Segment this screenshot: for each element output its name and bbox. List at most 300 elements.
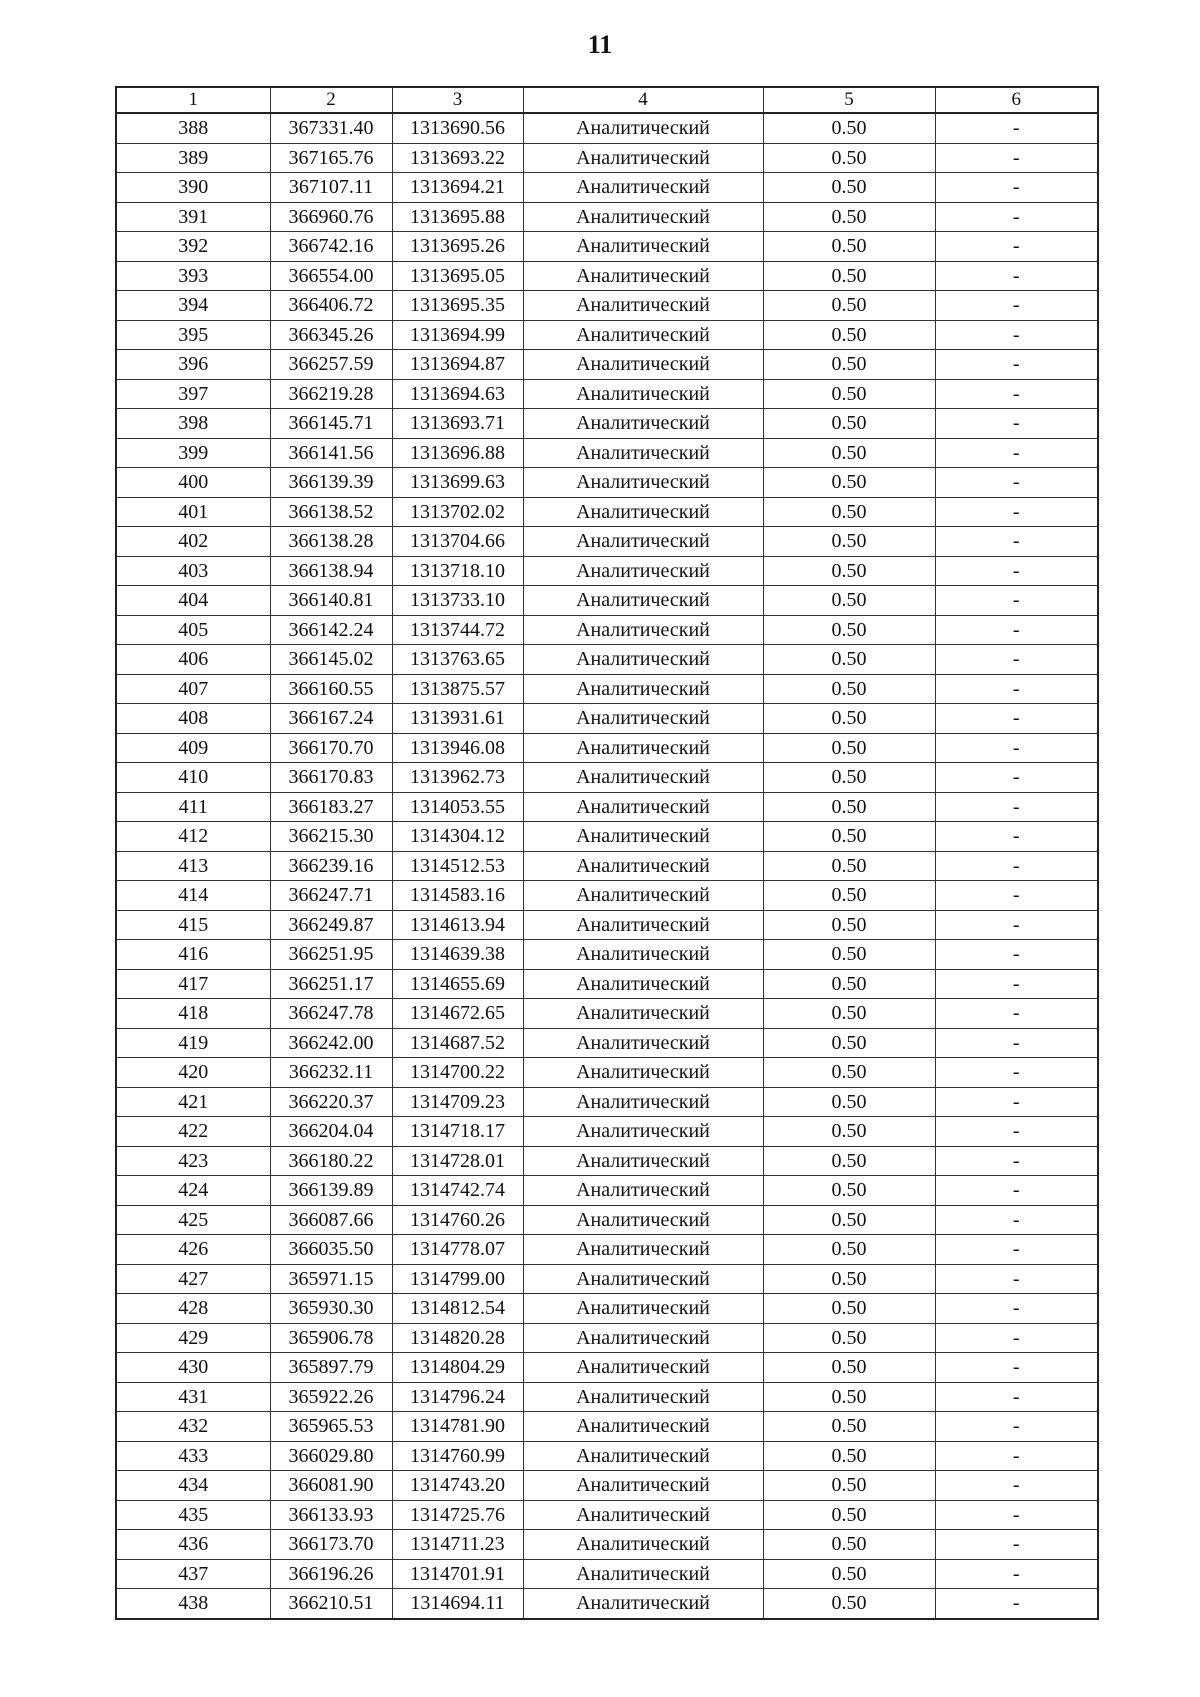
y-coordinate-cell: 1314742.74 — [392, 1176, 523, 1206]
y-coordinate-cell: 1314694.11 — [392, 1589, 523, 1619]
accuracy-cell: 0.50 — [763, 881, 935, 911]
method-cell: Аналитический — [523, 350, 763, 380]
point-number-cell: 425 — [116, 1205, 270, 1235]
x-coordinate-cell: 366140.81 — [270, 586, 392, 616]
x-coordinate-cell: 366035.50 — [270, 1235, 392, 1265]
method-cell: Аналитический — [523, 143, 763, 173]
note-cell: - — [935, 1530, 1098, 1560]
x-coordinate-cell: 366251.95 — [270, 940, 392, 970]
method-cell: Аналитический — [523, 881, 763, 911]
x-coordinate-cell: 367165.76 — [270, 143, 392, 173]
table-row — [116, 969, 1098, 999]
accuracy-cell: 0.50 — [763, 1559, 935, 1589]
x-coordinate-cell: 366173.70 — [270, 1530, 392, 1560]
note-cell: - — [935, 733, 1098, 763]
accuracy-cell: 0.50 — [763, 1235, 935, 1265]
point-number-cell: 399 — [116, 438, 270, 468]
method-cell: Аналитический — [523, 851, 763, 881]
point-number-cell: 398 — [116, 409, 270, 439]
x-coordinate-cell: 367331.40 — [270, 113, 392, 143]
y-coordinate-cell: 1313695.35 — [392, 291, 523, 321]
y-coordinate-cell: 1313695.88 — [392, 202, 523, 232]
x-coordinate-cell: 365930.30 — [270, 1294, 392, 1324]
note-cell: - — [935, 1382, 1098, 1412]
table-row — [116, 1087, 1098, 1117]
point-number-cell: 436 — [116, 1530, 270, 1560]
column-header-2: 2 — [270, 87, 392, 113]
y-coordinate-cell: 1313694.99 — [392, 320, 523, 350]
y-coordinate-cell: 1313702.02 — [392, 497, 523, 527]
table-row — [116, 822, 1098, 852]
y-coordinate-cell: 1314718.17 — [392, 1117, 523, 1147]
note-cell: - — [935, 113, 1098, 143]
accuracy-cell: 0.50 — [763, 1028, 935, 1058]
table-row — [116, 1589, 1098, 1619]
method-cell: Аналитический — [523, 173, 763, 203]
x-coordinate-cell: 366133.93 — [270, 1500, 392, 1530]
y-coordinate-cell: 1313694.63 — [392, 379, 523, 409]
y-coordinate-cell: 1313946.08 — [392, 733, 523, 763]
method-cell: Аналитический — [523, 733, 763, 763]
column-header-1: 1 — [116, 87, 270, 113]
method-cell: Аналитический — [523, 1087, 763, 1117]
y-coordinate-cell: 1314820.28 — [392, 1323, 523, 1353]
method-cell: Аналитический — [523, 438, 763, 468]
method-cell: Аналитический — [523, 1559, 763, 1589]
accuracy-cell: 0.50 — [763, 232, 935, 262]
note-cell: - — [935, 497, 1098, 527]
point-number-cell: 419 — [116, 1028, 270, 1058]
table-row — [116, 1412, 1098, 1442]
point-number-cell: 421 — [116, 1087, 270, 1117]
table-row — [116, 1382, 1098, 1412]
table-row — [116, 1117, 1098, 1147]
y-coordinate-cell: 1314613.94 — [392, 910, 523, 940]
table-row — [116, 851, 1098, 881]
point-number-cell: 389 — [116, 143, 270, 173]
x-coordinate-cell: 365965.53 — [270, 1412, 392, 1442]
y-coordinate-cell: 1313718.10 — [392, 556, 523, 586]
accuracy-cell: 0.50 — [763, 556, 935, 586]
y-coordinate-cell: 1314781.90 — [392, 1412, 523, 1442]
method-cell: Аналитический — [523, 586, 763, 616]
x-coordinate-cell: 365897.79 — [270, 1353, 392, 1383]
method-cell: Аналитический — [523, 1441, 763, 1471]
accuracy-cell: 0.50 — [763, 851, 935, 881]
y-coordinate-cell: 1314799.00 — [392, 1264, 523, 1294]
accuracy-cell: 0.50 — [763, 1176, 935, 1206]
x-coordinate-cell: 366145.02 — [270, 645, 392, 675]
x-coordinate-cell: 366345.26 — [270, 320, 392, 350]
method-cell: Аналитический — [523, 615, 763, 645]
column-header-5: 5 — [763, 87, 935, 113]
table-row — [116, 1530, 1098, 1560]
table-row — [116, 173, 1098, 203]
method-cell: Аналитический — [523, 1412, 763, 1442]
table-row — [116, 113, 1098, 143]
note-cell: - — [935, 1028, 1098, 1058]
point-number-cell: 424 — [116, 1176, 270, 1206]
y-coordinate-cell: 1314725.76 — [392, 1500, 523, 1530]
y-coordinate-cell: 1313931.61 — [392, 704, 523, 734]
point-number-cell: 422 — [116, 1117, 270, 1147]
point-number-cell: 433 — [116, 1441, 270, 1471]
table-row — [116, 232, 1098, 262]
page-number: 11 — [587, 30, 613, 59]
method-cell: Аналитический — [523, 1235, 763, 1265]
note-cell: - — [935, 350, 1098, 380]
accuracy-cell: 0.50 — [763, 1471, 935, 1501]
accuracy-cell: 0.50 — [763, 940, 935, 970]
y-coordinate-cell: 1313695.26 — [392, 232, 523, 262]
table-row — [116, 704, 1098, 734]
accuracy-cell: 0.50 — [763, 1146, 935, 1176]
point-number-cell: 404 — [116, 586, 270, 616]
accuracy-cell: 0.50 — [763, 1294, 935, 1324]
accuracy-cell: 0.50 — [763, 527, 935, 557]
table-row — [116, 1146, 1098, 1176]
table-row — [116, 438, 1098, 468]
column-header-3: 3 — [392, 87, 523, 113]
method-cell: Аналитический — [523, 261, 763, 291]
table-row — [116, 556, 1098, 586]
table-row — [116, 1559, 1098, 1589]
x-coordinate-cell: 366242.00 — [270, 1028, 392, 1058]
accuracy-cell: 0.50 — [763, 704, 935, 734]
method-cell: Аналитический — [523, 556, 763, 586]
y-coordinate-cell: 1313704.66 — [392, 527, 523, 557]
table-row — [116, 1235, 1098, 1265]
method-cell: Аналитический — [523, 1382, 763, 1412]
y-coordinate-cell: 1314687.52 — [392, 1028, 523, 1058]
table-row — [116, 940, 1098, 970]
method-cell: Аналитический — [523, 379, 763, 409]
y-coordinate-cell: 1314760.26 — [392, 1205, 523, 1235]
table-row — [116, 527, 1098, 557]
point-number-cell: 414 — [116, 881, 270, 911]
y-coordinate-cell: 1314672.65 — [392, 999, 523, 1029]
note-cell: - — [935, 438, 1098, 468]
y-coordinate-cell: 1313763.65 — [392, 645, 523, 675]
table-row — [116, 733, 1098, 763]
method-cell: Аналитический — [523, 202, 763, 232]
accuracy-cell: 0.50 — [763, 1589, 935, 1619]
table-row — [116, 320, 1098, 350]
note-cell: - — [935, 232, 1098, 262]
accuracy-cell: 0.50 — [763, 1264, 935, 1294]
method-cell: Аналитический — [523, 113, 763, 143]
note-cell: - — [935, 674, 1098, 704]
point-number-cell: 426 — [116, 1235, 270, 1265]
accuracy-cell: 0.50 — [763, 1353, 935, 1383]
point-number-cell: 412 — [116, 822, 270, 852]
note-cell: - — [935, 881, 1098, 911]
method-cell: Аналитический — [523, 1058, 763, 1088]
x-coordinate-cell: 366220.37 — [270, 1087, 392, 1117]
point-number-cell: 423 — [116, 1146, 270, 1176]
accuracy-cell: 0.50 — [763, 350, 935, 380]
x-coordinate-cell: 366257.59 — [270, 350, 392, 380]
point-number-cell: 394 — [116, 291, 270, 321]
method-cell: Аналитический — [523, 910, 763, 940]
x-coordinate-cell: 366138.52 — [270, 497, 392, 527]
table-row — [116, 999, 1098, 1029]
table-row — [116, 202, 1098, 232]
accuracy-cell: 0.50 — [763, 1323, 935, 1353]
method-cell: Аналитический — [523, 763, 763, 793]
accuracy-cell: 0.50 — [763, 173, 935, 203]
table-row — [116, 1205, 1098, 1235]
table-row — [116, 1353, 1098, 1383]
y-coordinate-cell: 1314778.07 — [392, 1235, 523, 1265]
point-number-cell: 438 — [116, 1589, 270, 1619]
note-cell: - — [935, 1412, 1098, 1442]
point-number-cell: 418 — [116, 999, 270, 1029]
table-row — [116, 1471, 1098, 1501]
note-cell: - — [935, 1087, 1098, 1117]
table-row — [116, 674, 1098, 704]
method-cell: Аналитический — [523, 822, 763, 852]
point-number-cell: 417 — [116, 969, 270, 999]
x-coordinate-cell: 366160.55 — [270, 674, 392, 704]
x-coordinate-cell: 366081.90 — [270, 1471, 392, 1501]
point-number-cell: 415 — [116, 910, 270, 940]
method-cell: Аналитический — [523, 1176, 763, 1206]
method-cell: Аналитический — [523, 645, 763, 675]
note-cell: - — [935, 1294, 1098, 1324]
table-row — [116, 143, 1098, 173]
point-number-cell: 429 — [116, 1323, 270, 1353]
note-cell: - — [935, 586, 1098, 616]
note-cell: - — [935, 1589, 1098, 1619]
method-cell: Аналитический — [523, 999, 763, 1029]
x-coordinate-cell: 366138.94 — [270, 556, 392, 586]
accuracy-cell: 0.50 — [763, 1412, 935, 1442]
point-number-cell: 390 — [116, 173, 270, 203]
x-coordinate-cell: 366251.17 — [270, 969, 392, 999]
method-cell: Аналитический — [523, 1146, 763, 1176]
table-row — [116, 1028, 1098, 1058]
x-coordinate-cell: 366219.28 — [270, 379, 392, 409]
note-cell: - — [935, 910, 1098, 940]
x-coordinate-cell: 365971.15 — [270, 1264, 392, 1294]
note-cell: - — [935, 763, 1098, 793]
x-coordinate-cell: 366239.16 — [270, 851, 392, 881]
point-number-cell: 420 — [116, 1058, 270, 1088]
point-number-cell: 397 — [116, 379, 270, 409]
method-cell: Аналитический — [523, 1323, 763, 1353]
note-cell: - — [935, 1559, 1098, 1589]
method-cell: Аналитический — [523, 1264, 763, 1294]
method-cell: Аналитический — [523, 320, 763, 350]
point-number-cell: 403 — [116, 556, 270, 586]
table-row — [116, 1264, 1098, 1294]
table-row — [116, 792, 1098, 822]
y-coordinate-cell: 1314709.23 — [392, 1087, 523, 1117]
method-cell: Аналитический — [523, 1117, 763, 1147]
note-cell: - — [935, 1205, 1098, 1235]
note-cell: - — [935, 173, 1098, 203]
y-coordinate-cell: 1314760.99 — [392, 1441, 523, 1471]
y-coordinate-cell: 1313744.72 — [392, 615, 523, 645]
point-number-cell: 407 — [116, 674, 270, 704]
method-cell: Аналитический — [523, 497, 763, 527]
accuracy-cell: 0.50 — [763, 792, 935, 822]
note-cell: - — [935, 851, 1098, 881]
table-row — [116, 1176, 1098, 1206]
x-coordinate-cell: 366742.16 — [270, 232, 392, 262]
x-coordinate-cell: 366406.72 — [270, 291, 392, 321]
note-cell: - — [935, 379, 1098, 409]
y-coordinate-cell: 1314743.20 — [392, 1471, 523, 1501]
x-coordinate-cell: 366139.39 — [270, 468, 392, 498]
point-number-cell: 405 — [116, 615, 270, 645]
x-coordinate-cell: 366138.28 — [270, 527, 392, 557]
accuracy-cell: 0.50 — [763, 261, 935, 291]
y-coordinate-cell: 1314304.12 — [392, 822, 523, 852]
point-number-cell: 427 — [116, 1264, 270, 1294]
note-cell: - — [935, 409, 1098, 439]
note-cell: - — [935, 969, 1098, 999]
x-coordinate-cell: 366196.26 — [270, 1559, 392, 1589]
note-cell: - — [935, 940, 1098, 970]
point-number-cell: 432 — [116, 1412, 270, 1442]
point-number-cell: 431 — [116, 1382, 270, 1412]
x-coordinate-cell: 367107.11 — [270, 173, 392, 203]
coordinates-table — [115, 86, 1099, 1620]
accuracy-cell: 0.50 — [763, 1530, 935, 1560]
table-row — [116, 615, 1098, 645]
y-coordinate-cell: 1314701.91 — [392, 1559, 523, 1589]
table-row — [116, 586, 1098, 616]
x-coordinate-cell: 366029.80 — [270, 1441, 392, 1471]
y-coordinate-cell: 1314053.55 — [392, 792, 523, 822]
method-cell: Аналитический — [523, 291, 763, 321]
note-cell: - — [935, 1264, 1098, 1294]
x-coordinate-cell: 366183.27 — [270, 792, 392, 822]
note-cell: - — [935, 1500, 1098, 1530]
y-coordinate-cell: 1313694.21 — [392, 173, 523, 203]
table-row — [116, 645, 1098, 675]
method-cell: Аналитический — [523, 1530, 763, 1560]
note-cell: - — [935, 1323, 1098, 1353]
method-cell: Аналитический — [523, 940, 763, 970]
x-coordinate-cell: 366087.66 — [270, 1205, 392, 1235]
y-coordinate-cell: 1313695.05 — [392, 261, 523, 291]
table-row — [116, 1294, 1098, 1324]
y-coordinate-cell: 1314655.69 — [392, 969, 523, 999]
x-coordinate-cell: 366215.30 — [270, 822, 392, 852]
y-coordinate-cell: 1314728.01 — [392, 1146, 523, 1176]
accuracy-cell: 0.50 — [763, 733, 935, 763]
note-cell: - — [935, 556, 1098, 586]
table-row — [116, 881, 1098, 911]
y-coordinate-cell: 1313875.57 — [392, 674, 523, 704]
note-cell: - — [935, 1176, 1098, 1206]
note-cell: - — [935, 143, 1098, 173]
point-number-cell: 416 — [116, 940, 270, 970]
note-cell: - — [935, 527, 1098, 557]
x-coordinate-cell: 366960.76 — [270, 202, 392, 232]
y-coordinate-cell: 1313699.63 — [392, 468, 523, 498]
table-row — [116, 350, 1098, 380]
accuracy-cell: 0.50 — [763, 438, 935, 468]
note-cell: - — [935, 792, 1098, 822]
method-cell: Аналитический — [523, 1294, 763, 1324]
method-cell: Аналитический — [523, 969, 763, 999]
x-coordinate-cell: 366142.24 — [270, 615, 392, 645]
x-coordinate-cell: 366249.87 — [270, 910, 392, 940]
accuracy-cell: 0.50 — [763, 1205, 935, 1235]
point-number-cell: 410 — [116, 763, 270, 793]
point-number-cell: 434 — [116, 1471, 270, 1501]
method-cell: Аналитический — [523, 232, 763, 262]
table-row — [116, 497, 1098, 527]
method-cell: Аналитический — [523, 674, 763, 704]
note-cell: - — [935, 1146, 1098, 1176]
point-number-cell: 402 — [116, 527, 270, 557]
x-coordinate-cell: 366232.11 — [270, 1058, 392, 1088]
x-coordinate-cell: 366204.04 — [270, 1117, 392, 1147]
table-row — [116, 1058, 1098, 1088]
table-row — [116, 409, 1098, 439]
y-coordinate-cell: 1313690.56 — [392, 113, 523, 143]
method-cell: Аналитический — [523, 527, 763, 557]
table-row — [116, 910, 1098, 940]
note-cell: - — [935, 291, 1098, 321]
y-coordinate-cell: 1313693.22 — [392, 143, 523, 173]
note-cell: - — [935, 645, 1098, 675]
table-row — [116, 1500, 1098, 1530]
accuracy-cell: 0.50 — [763, 1087, 935, 1117]
accuracy-cell: 0.50 — [763, 645, 935, 675]
note-cell: - — [935, 202, 1098, 232]
x-coordinate-cell: 366210.51 — [270, 1589, 392, 1619]
point-number-cell: 388 — [116, 113, 270, 143]
accuracy-cell: 0.50 — [763, 910, 935, 940]
y-coordinate-cell: 1313962.73 — [392, 763, 523, 793]
accuracy-cell: 0.50 — [763, 1117, 935, 1147]
note-cell: - — [935, 1058, 1098, 1088]
method-cell: Аналитический — [523, 409, 763, 439]
accuracy-cell: 0.50 — [763, 468, 935, 498]
note-cell: - — [935, 261, 1098, 291]
y-coordinate-cell: 1314700.22 — [392, 1058, 523, 1088]
accuracy-cell: 0.50 — [763, 586, 935, 616]
method-cell: Аналитический — [523, 1205, 763, 1235]
x-coordinate-cell: 365922.26 — [270, 1382, 392, 1412]
method-cell: Аналитический — [523, 1500, 763, 1530]
method-cell: Аналитический — [523, 1589, 763, 1619]
note-cell: - — [935, 999, 1098, 1029]
point-number-cell: 393 — [116, 261, 270, 291]
accuracy-cell: 0.50 — [763, 320, 935, 350]
point-number-cell: 392 — [116, 232, 270, 262]
note-cell: - — [935, 822, 1098, 852]
accuracy-cell: 0.50 — [763, 1058, 935, 1088]
accuracy-cell: 0.50 — [763, 379, 935, 409]
table-row — [116, 468, 1098, 498]
accuracy-cell: 0.50 — [763, 674, 935, 704]
note-cell: - — [935, 320, 1098, 350]
x-coordinate-cell: 365906.78 — [270, 1323, 392, 1353]
y-coordinate-cell: 1313693.71 — [392, 409, 523, 439]
accuracy-cell: 0.50 — [763, 999, 935, 1029]
x-coordinate-cell: 366167.24 — [270, 704, 392, 734]
y-coordinate-cell: 1313696.88 — [392, 438, 523, 468]
accuracy-cell: 0.50 — [763, 202, 935, 232]
y-coordinate-cell: 1314796.24 — [392, 1382, 523, 1412]
